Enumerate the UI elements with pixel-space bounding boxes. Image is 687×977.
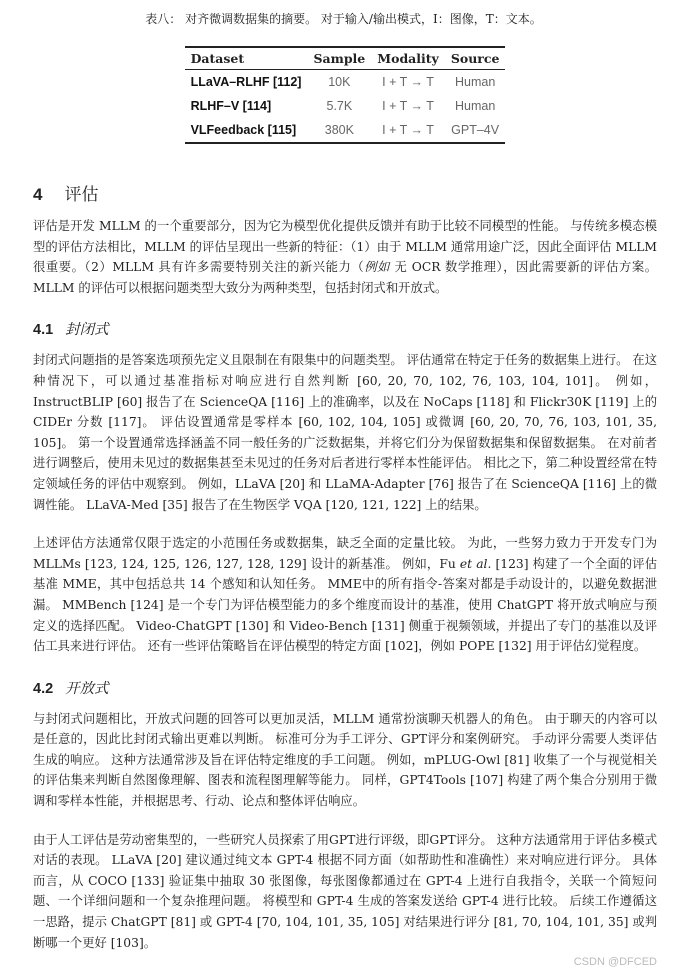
subsection-title: 开放式 [65,680,109,697]
text: [123] 构建了一个全面的评估基准 MME，其中包括总共 14 个感知和认知任务。 MME中的所有指令-答案对都是手动设计的，以避免数据泄漏。 MMBench [124] 是一个专门为评估模型能力的多个维度而设计的基准，使用 ChatGPT 将开放式响应与预定义的选择匹配。 Video-ChatGPT [130] 和 Video-Bench [131] 侧重于视频领域，并提出了专门的基准以及评估工具来进行评估。 还有一些评估策略旨在评估模型的特定方面 [102]，例如 POPE [132] 用于评估幻觉程度。 [33,556,657,654]
subsection-title: 封闭式 [65,322,109,339]
cell-modality: I + T → T [382,123,434,137]
col-modality: Modality [371,47,445,70]
subsection-number: 4.2 [33,680,54,697]
table-row [185,94,506,118]
cell-sample: 5.7K [326,99,353,113]
cell-sample: 380K [324,123,354,137]
cell-source: GPT–4V [451,123,500,137]
cell-modality: I + T → T [382,75,434,89]
section-number: 4 [33,185,43,204]
col-sample: Sample [307,47,371,70]
cell-dataset: VLFeedback [115] [190,123,297,137]
alignment-datasets-table [185,46,506,144]
cell-source: Human [454,99,496,113]
cell-sample: 10K [328,75,351,89]
text: 上述评估方法通常仅限于选定的小范围任务或数据集，缺乏全面的定量比较。 为此，一些努力致力于开发专门为 MLLMs [123, 124, 125, 126, 127, 128, 129] 设计的新基准。 例如，Fu [33,536,657,571]
cell-dataset: LLaVA–RLHF [112] [190,75,302,89]
open-paragraph-2: 由于人工评估是劳动密集型的，一些研究人员探索了用GPT进行评级，即GPT评分。 这种方法通常用于评估多模式对话的表现。 LLaVA [20] 建议通过纯文本 GPT-4 根据不同方面（如帮助性和准确性）来对响应进行评分。 具体而言，从 COCO [133] 验证集中抽取 30 张图像，每张图像都通过在 GPT-4 上进行自我指令，关联一个简短问题、一个详细问题和一个复杂推理问题。 将模型和 GPT-4 生成的答案发送给 GPT-4 进行比较。 后续工作遵循这一思路，提示 ChatGPT [81] 或 GPT-4 [70, 104, 101, 35, 105] 对结果进行评分 [81, 70, 104, 101, 35] 或判断哪一个更好 [103]。 [33,832,657,950]
table-row [185,70,506,95]
closed-paragraph-1: 封闭式问题指的是答案选项预先定义且限制在有限集中的问题类型。 评估通常在特定于任务的数据集上进行。 在这种情况下，可以通过基准指标对响应进行自然判断 [60, 20, 70, 102, 76, 103, 104, 101]。 例如，InstructBLIP [60] 报告了在 ScienceQA [116] 上的准确率，以及在 NoCaps [118] 和 Flickr30K [119] 上的 CIDEr 分数 [117]。 评估设置通常是零样本 [60, 102, 104, 105] 或微调 [60, 20, 70, 76, 103, 101, 35, 105]。 第一个设置通常选择涵盖不同一般任务的广泛数据集，并将它们分为保留数据集和保留数据集。 在对前者进行调整后，使用未见过的数据集甚至未见过的任务对后者进行零样本性能评估。 相比之下，第二种设置经常在特定领域任务的评估中观察到。 例如，LLaVA [20] 和 LLaMA-Adapter [76] 报告了在 ScienceQA [116] 上的微调性能。 LLaVA-Med [35] 报告了在生物医学 VQA [120, 121, 122] 上的结果。 [33,353,657,512]
text: 评估是开发 MLLM 的一个重要部分，因为它为模型优化提供反馈并有助于比较不同模型的性能。 与传统多模态模型的评估方法相比，MLLM 的评估呈现出一些新的特征：（1）由于 MLLM 通常用途广泛，因此全面评估 MLLM 很重要。（2）MLLM 具有许多需要特别关注的新兴能力（ [33,219,657,275]
section-heading [33,184,657,206]
cell-modality: I + T → T [382,99,434,113]
cell-source: Human [454,75,496,89]
intro-paragraph [33,216,657,298]
open-paragraph-1: 与封闭式问题相比，开放式问题的回答可以更加灵活，MLLM 通常扮演聊天机器人的角色。 由于聊天的内容可以是任意的，因此比封闭式输出更难以判断。 标准可分为手工评分、GPT评分和案例研究。 手动评分需要人类评估生成的响应。 这种方法通常涉及旨在评估特定维度的手工问题。 例如，mPLUG-Owl [81] 收集了一个与视觉相关的评估集来判断自然图像理解、图表和流程图理解等能力。 同样，GPT4Tools [107] 构建了两个集合分别用于微调和零样本性能，并根据思考、行动、论点和整体评估响应。 [33,711,657,809]
subsection-heading-closed [33,320,657,340]
text: 无 OCR 数学推理），因此需要新的评估方案。 MLLM 的评估可以根据问题类型大致分为两种类型，包括封闭式和开放式。 [33,260,657,295]
italic-text: 例如 [364,260,390,275]
italic-text: et al. [459,556,492,571]
cell-dataset: RLHF–V [114] [190,99,272,113]
closed-paragraph-2 [33,533,657,657]
table-header-row [185,47,506,70]
watermark: CSDN @DFCED [573,956,657,969]
col-dataset: Dataset [185,47,308,70]
table-row [185,118,506,143]
subsection-number: 4.1 [33,322,54,339]
subsection-heading-open [33,679,657,699]
col-source: Source [445,47,506,70]
table-caption: 表八： 对齐微调数据集的摘要。 对于输入/输出模式，I：图像，T：文本。 [145,12,542,26]
section-title: 评估 [64,185,99,205]
